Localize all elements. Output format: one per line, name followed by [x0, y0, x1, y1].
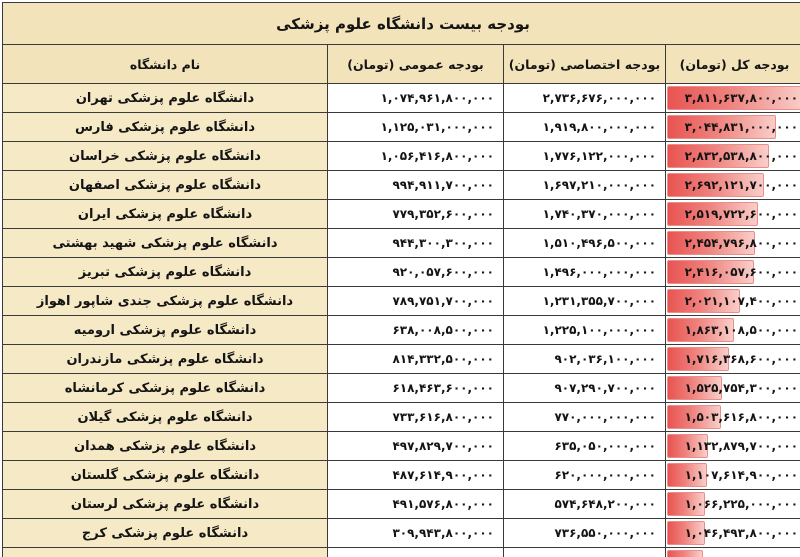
public-budget-cell [328, 345, 504, 374]
public-budget-cell [328, 229, 504, 258]
total-budget-value: ۱,۵۲۵,۷۵۴,۳۰۰,۰۰۰ [684, 381, 799, 395]
table-row [3, 432, 800, 461]
total-budget-cell [666, 113, 800, 142]
public-budget-cell [328, 374, 504, 403]
dedicated-budget-cell [504, 171, 666, 200]
dedicated-budget-cell [504, 113, 666, 142]
dedicated-budget-cell [504, 287, 666, 316]
total-budget-cell [666, 403, 800, 432]
total-budget-value: ۱,۱۰۷,۶۱۴,۹۰۰,۰۰۰ [684, 468, 799, 482]
public-budget-value: ۷۷۹,۳۵۲,۶۰۰,۰۰۰ [392, 207, 495, 221]
public-budget-value: ۳۰۹,۹۴۳,۸۰۰,۰۰۰ [392, 526, 495, 540]
total-budget-databar [667, 550, 703, 557]
table-row [3, 461, 800, 490]
dedicated-budget-cell [504, 548, 666, 557]
table-body [3, 84, 800, 557]
total-budget-value: ۲,۶۹۲,۱۲۱,۷۰۰,۰۰۰ [684, 178, 799, 192]
public-budget-cell [328, 519, 504, 548]
dedicated-budget-value: ۵۷۴,۶۴۸,۲۰۰,۰۰۰ [554, 497, 657, 511]
budget-table [2, 2, 800, 557]
total-budget-cell [666, 200, 800, 229]
dedicated-budget-value: ۱,۷۴۰,۳۷۰,۰۰۰,۰۰۰ [542, 207, 657, 221]
dedicated-budget-value: ۱,۵۱۰,۴۹۶,۵۰۰,۰۰۰ [542, 236, 657, 250]
dedicated-budget-value: ۱,۴۹۶,۰۰۰,۰۰۰,۰۰۰ [542, 265, 657, 279]
dedicated-budget-value: ۱,۲۳۱,۳۵۵,۷۰۰,۰۰۰ [542, 294, 657, 308]
public-budget-value: ۴۹۱,۵۷۶,۸۰۰,۰۰۰ [392, 497, 495, 511]
university-name-cell: دانشگاه علوم پزشکی خراسان [3, 142, 328, 171]
dedicated-budget-value: ۱,۲۲۵,۱۰۰,۰۰۰,۰۰۰ [542, 323, 657, 337]
dedicated-budget-value: ۷۷۰,۰۰۰,۰۰۰,۰۰۰ [554, 410, 657, 424]
total-budget-cell [666, 287, 800, 316]
public-budget-value: ۹۹۴,۹۱۱,۷۰۰,۰۰۰ [392, 178, 495, 192]
dedicated-budget-cell [504, 519, 666, 548]
university-name-cell: دانشگاه علوم پزشکی همدان [3, 432, 328, 461]
dedicated-budget-cell [504, 374, 666, 403]
total-budget-cell [666, 374, 800, 403]
table-row [3, 200, 800, 229]
total-budget-value: ۱,۰۶۶,۲۲۵,۰۰۰,۰۰۰ [684, 497, 799, 511]
total-budget-cell [666, 84, 800, 113]
total-budget-value: ۱,۰۴۶,۴۹۳,۸۰۰,۰۰۰ [684, 526, 799, 540]
public-budget-cell [328, 200, 504, 229]
dedicated-budget-value: ۶۲۰,۰۰۰,۰۰۰,۰۰۰ [554, 468, 657, 482]
university-name-cell: دانشگاه علوم پزشکی گلستان [3, 461, 328, 490]
total-budget-value: ۱,۷۱۶,۳۶۸,۶۰۰,۰۰۰ [684, 352, 799, 366]
dedicated-budget-cell [504, 200, 666, 229]
table-row [3, 403, 800, 432]
university-name-cell: دانشگاه علوم پزشکی تبریز [3, 258, 328, 287]
table-row [3, 374, 800, 403]
title-row [3, 3, 800, 45]
dedicated-budget-cell [504, 403, 666, 432]
table-row [3, 345, 800, 374]
table-row [3, 287, 800, 316]
table-title: بودجه بیست دانشگاه علوم پزشکی [3, 3, 800, 45]
table-row [3, 519, 800, 548]
dedicated-budget-value: ۱,۹۱۹,۸۰۰,۰۰۰,۰۰۰ [542, 120, 657, 134]
dedicated-budget-value: ۶۳۵,۰۵۰,۰۰۰,۰۰۰ [554, 439, 657, 453]
total-budget-cell [666, 258, 800, 287]
total-budget-value: ۱,۸۶۳,۱۰۸,۵۰۰,۰۰۰ [684, 323, 799, 337]
public-budget-value: ۹۲۰,۰۵۷,۶۰۰,۰۰۰ [392, 265, 495, 279]
university-name-cell: دانشگاه علوم پزشکی اصفهان [3, 171, 328, 200]
total-budget-cell [666, 432, 800, 461]
public-budget-value: ۴۸۷,۶۱۴,۹۰۰,۰۰۰ [392, 468, 495, 482]
public-budget-value: ۷۸۹,۷۵۱,۷۰۰,۰۰۰ [392, 294, 495, 308]
table-row [3, 84, 800, 113]
col-header-dedicated-budget: بودجه اختصاصی (تومان) [504, 45, 666, 84]
public-budget-cell [328, 142, 504, 171]
university-name-cell: دانشگاه علوم پزشکی گیلان [3, 403, 328, 432]
col-header-public-budget: بودجه عمومی (تومان) [328, 45, 504, 84]
public-budget-value: ۶۳۸,۰۰۸,۵۰۰,۰۰۰ [392, 323, 495, 337]
total-budget-value: ۲,۸۳۲,۵۳۸,۸۰۰,۰۰۰ [684, 149, 799, 163]
university-name-cell: دانشگاه علوم پزشکی ایران [3, 200, 328, 229]
public-budget-cell [328, 403, 504, 432]
total-budget-value: ۱,۱۳۲,۸۷۹,۷۰۰,۰۰۰ [684, 439, 799, 453]
total-budget-cell [666, 142, 800, 171]
total-budget-value: ۲,۴۱۶,۰۵۷,۶۰۰,۰۰۰ [684, 265, 799, 279]
public-budget-cell [328, 548, 504, 557]
partial-next-row [3, 548, 800, 557]
public-budget-value: ۶۱۸,۴۶۳,۶۰۰,۰۰۰ [392, 381, 495, 395]
public-budget-value: ۱,۰۷۴,۹۶۱,۸۰۰,۰۰۰ [380, 91, 495, 105]
university-name-cell: دانشگاه علوم پزشکی تهران [3, 84, 328, 113]
table-row [3, 142, 800, 171]
dedicated-budget-cell [504, 490, 666, 519]
total-budget-cell [666, 316, 800, 345]
university-name-cell: دانشگاه علوم پزشکی کرج [3, 519, 328, 548]
public-budget-cell [328, 490, 504, 519]
university-name-cell: دانشگاه علوم پزشکی ارومیه [3, 316, 328, 345]
dedicated-budget-cell [504, 461, 666, 490]
dedicated-budget-cell [504, 316, 666, 345]
public-budget-value: ۱,۰۵۶,۴۱۶,۸۰۰,۰۰۰ [380, 149, 495, 163]
university-name-cell: دانشگاه علوم پزشکی کرمانشاه [3, 374, 328, 403]
public-budget-cell [328, 287, 504, 316]
university-name-cell: دانشگاه علوم پزشکی شهید بهشتی [3, 229, 328, 258]
dedicated-budget-value: ۷۳۶,۵۵۰,۰۰۰,۰۰۰ [554, 526, 657, 540]
total-budget-cell [666, 461, 800, 490]
total-budget-value: ۲,۴۵۴,۷۹۶,۸۰۰,۰۰۰ [684, 236, 799, 250]
dedicated-budget-cell [504, 142, 666, 171]
university-name-cell [3, 548, 328, 557]
total-budget-value: ۱,۵۰۳,۶۱۶,۸۰۰,۰۰۰ [684, 410, 799, 424]
dedicated-budget-value: ۱,۷۷۶,۱۲۲,۰۰۰,۰۰۰ [542, 149, 657, 163]
table-row [3, 258, 800, 287]
public-budget-cell [328, 84, 504, 113]
total-budget-cell [666, 229, 800, 258]
table-row [3, 171, 800, 200]
total-budget-cell [666, 171, 800, 200]
public-budget-value: ۸۱۴,۳۳۲,۵۰۰,۰۰۰ [392, 352, 495, 366]
university-name-cell: دانشگاه علوم پزشکی فارس [3, 113, 328, 142]
university-name-cell: دانشگاه علوم پزشکی لرستان [3, 490, 328, 519]
total-budget-cell [666, 490, 800, 519]
total-budget-value: ۳,۸۱۱,۶۳۷,۸۰۰,۰۰۰ [684, 91, 799, 105]
column-header-row [3, 45, 800, 84]
public-budget-value: ۹۴۴,۳۰۰,۳۰۰,۰۰۰ [392, 236, 495, 250]
col-header-university-name: نام دانشگاه [3, 45, 328, 84]
total-budget-value: ۲,۵۱۹,۷۲۲,۶۰۰,۰۰۰ [684, 207, 799, 221]
col-header-total-budget: بودجه کل (تومان) [666, 45, 800, 84]
public-budget-value: ۱,۱۲۵,۰۳۱,۰۰۰,۰۰۰ [380, 120, 495, 134]
total-budget-value: ۲,۰۲۱,۱۰۷,۴۰۰,۰۰۰ [684, 294, 799, 308]
table-row [3, 113, 800, 142]
dedicated-budget-cell [504, 84, 666, 113]
total-budget-cell [666, 345, 800, 374]
table-row [3, 490, 800, 519]
university-name-cell: دانشگاه علوم پزشکی جندی شاپور اهواز [3, 287, 328, 316]
public-budget-cell [328, 461, 504, 490]
university-name-cell: دانشگاه علوم پزشکی مازندران [3, 345, 328, 374]
public-budget-cell [328, 258, 504, 287]
dedicated-budget-value: ۲,۷۳۶,۶۷۶,۰۰۰,۰۰۰ [542, 91, 657, 105]
public-budget-value: ۴۹۷,۸۲۹,۷۰۰,۰۰۰ [392, 439, 495, 453]
dedicated-budget-cell [504, 432, 666, 461]
public-budget-cell [328, 113, 504, 142]
dedicated-budget-value: ۹۰۲,۰۳۶,۱۰۰,۰۰۰ [554, 352, 657, 366]
public-budget-cell [328, 171, 504, 200]
total-budget-cell [666, 548, 800, 557]
dedicated-budget-cell [504, 229, 666, 258]
public-budget-cell [328, 316, 504, 345]
public-budget-value: ۷۳۳,۶۱۶,۸۰۰,۰۰۰ [392, 410, 495, 424]
total-budget-value: ۳,۰۴۴,۸۳۱,۰۰۰,۰۰۰ [684, 120, 799, 134]
dedicated-budget-value: ۱,۶۹۷,۲۱۰,۰۰۰,۰۰۰ [542, 178, 657, 192]
dedicated-budget-cell [504, 345, 666, 374]
table-row [3, 229, 800, 258]
dedicated-budget-value: ۹۰۷,۲۹۰,۷۰۰,۰۰۰ [554, 381, 657, 395]
table-row [3, 316, 800, 345]
public-budget-cell [328, 432, 504, 461]
dedicated-budget-cell [504, 258, 666, 287]
total-budget-cell [666, 519, 800, 548]
